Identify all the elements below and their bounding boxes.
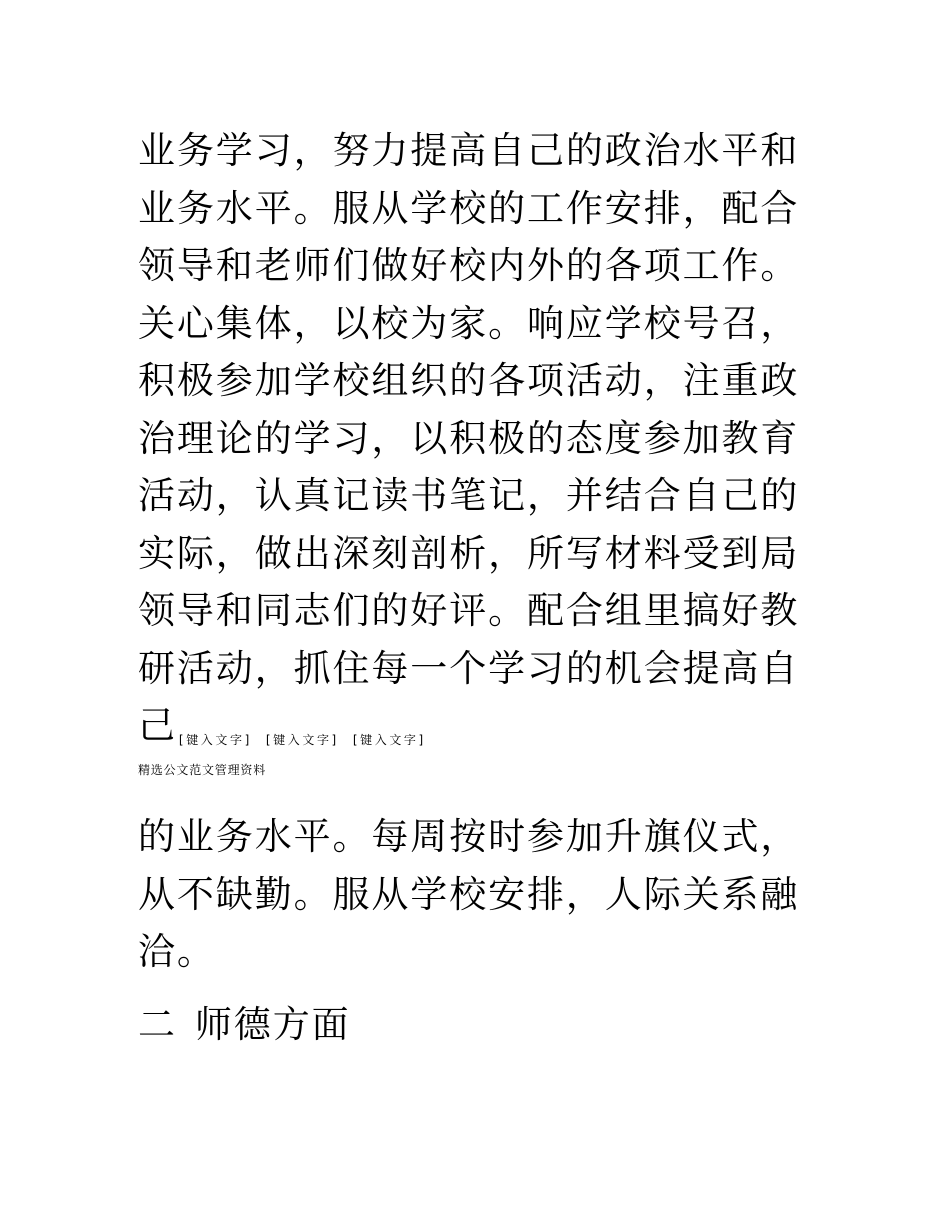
paragraph-1 [138, 122, 810, 755]
paragraph-1-line: 业务水平。服从学校的工作安排，配合 [138, 186, 800, 230]
header-placeholder-center[interactable]: [键入文字] [265, 732, 339, 747]
paragraph-1-last-line [138, 697, 810, 755]
paragraph-1-line: 实际，做出深刻剖析，所写材料受到局 [138, 531, 800, 575]
paragraph-2 [138, 808, 810, 981]
paragraph-2-line: 洽。 [138, 930, 216, 973]
section-title: 师德方面 [194, 1003, 351, 1046]
header-placeholders [179, 733, 426, 747]
paragraph-2-line: 从不缺勤。服从学校安排，人际关系融 [138, 872, 800, 916]
paragraph-1-line: 领导和同志们的好评。配合组里搞好教 [138, 589, 800, 632]
paragraph-1-line: 业务学习，努力提高自己的政治水平和 [138, 129, 800, 172]
header-placeholder-left[interactable]: [键入文字] [178, 732, 252, 747]
paragraph-2-line: 的业务水平。每周按时参加升旗仪式， [138, 815, 800, 858]
header-placeholder-right[interactable]: [键入文字] [352, 732, 426, 747]
section-heading [138, 996, 351, 1054]
paragraph-1-line: 积极参加学校组织的各项活动，注重政 [138, 359, 800, 402]
paragraph-1-line: 关心集体，以校为家。响应学校号召， [138, 301, 800, 345]
paragraph-1-line: 治理论的学习，以积极的态度参加教育 [138, 416, 800, 460]
section-number: 二 [138, 1003, 177, 1046]
paragraph-1-line: 活动，认真记读书笔记，并结合自己的 [138, 474, 800, 517]
paragraph-1-last-char: 己 [138, 704, 177, 747]
paragraph-1-line: 领导和老师们做好校内外的各项工作。 [138, 244, 800, 287]
footer-note: 精选公文范文管理资料 [138, 763, 267, 777]
paragraph-1-line: 研活动，抓住每一个学习的机会提高自 [138, 646, 800, 690]
